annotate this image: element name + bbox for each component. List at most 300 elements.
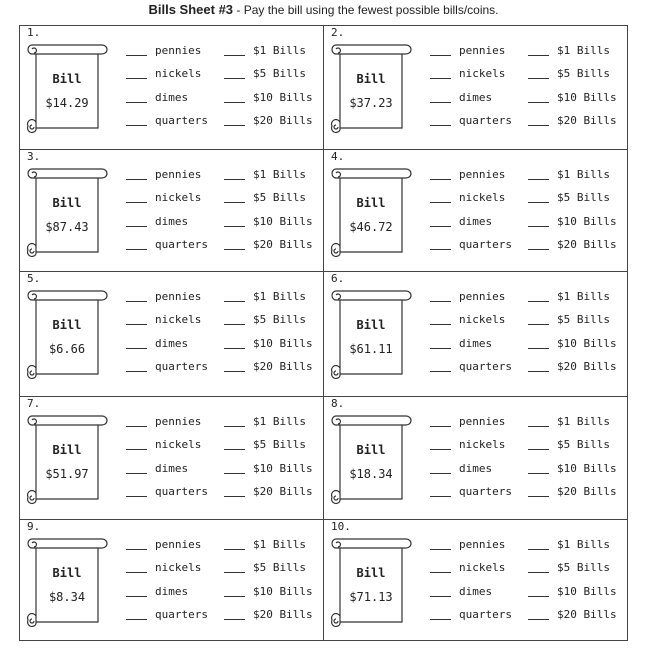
coin-label: dimes (155, 214, 189, 228)
bill-scroll-icon (328, 40, 416, 136)
answer-blank[interactable] (224, 416, 245, 427)
coin-label: pennies (155, 538, 202, 552)
bill-amount: $37.23 (349, 96, 393, 110)
answer-blank[interactable] (126, 169, 147, 180)
answer-blank[interactable] (126, 115, 147, 126)
answer-blank[interactable] (528, 192, 549, 203)
problem-cell (20, 519, 323, 641)
bill-row (224, 109, 313, 132)
coin-row (126, 457, 208, 480)
coin-row (126, 163, 208, 186)
bill-label: Bill (52, 443, 82, 457)
answer-blank[interactable] (528, 115, 549, 126)
bill-row (528, 285, 617, 308)
coin-row (430, 285, 512, 308)
bill-denomination-label: $5 Bills (253, 438, 306, 452)
answer-blank[interactable] (528, 239, 549, 250)
coin-column (126, 285, 208, 378)
answer-blank[interactable] (126, 216, 147, 227)
bill-label: Bill (52, 566, 82, 580)
bill-row (528, 86, 617, 109)
coin-label: dimes (459, 461, 493, 475)
problem-number: 2. (331, 26, 345, 39)
answer-blank[interactable] (430, 45, 451, 56)
bill-denomination-label: $20 Bills (557, 360, 617, 374)
bill-label: Bill (356, 318, 386, 332)
coin-row (430, 163, 512, 186)
answer-blank[interactable] (430, 291, 451, 302)
coin-row (126, 39, 208, 62)
answer-blank[interactable] (224, 338, 245, 349)
coin-row (126, 62, 208, 85)
bill-row (528, 308, 617, 331)
answer-blank[interactable] (126, 192, 147, 203)
coin-row (430, 580, 512, 603)
coin-row (430, 480, 512, 503)
answer-blank[interactable] (126, 416, 147, 427)
answer-blank[interactable] (224, 586, 245, 597)
bill-row (224, 332, 313, 355)
coin-row (126, 285, 208, 308)
answer-blank[interactable] (430, 439, 451, 450)
coin-label: quarters (459, 608, 512, 622)
coin-row (126, 580, 208, 603)
coin-row (430, 556, 512, 579)
bill-denomination-label: $20 Bills (253, 360, 313, 374)
bill-denomination-label: $10 Bills (557, 336, 617, 350)
bill-amount: $61.11 (349, 342, 393, 356)
answer-blank[interactable] (430, 562, 451, 573)
answer-blank[interactable] (528, 216, 549, 227)
coin-row (430, 62, 512, 85)
problem-number: 8. (331, 397, 345, 410)
bill-column (528, 533, 617, 626)
answer-blank[interactable] (126, 361, 147, 372)
answer-blank[interactable] (430, 92, 451, 103)
problem-number: 7. (27, 397, 41, 410)
bill-scroll-icon (328, 164, 416, 260)
coin-label: dimes (459, 336, 493, 350)
bill-amount: $71.13 (349, 590, 393, 604)
bill-label: Bill (356, 443, 386, 457)
bill-row (224, 62, 313, 85)
bill-row (224, 210, 313, 233)
answer-blank[interactable] (126, 463, 147, 474)
bill-column (224, 533, 313, 626)
bill-row (224, 355, 313, 378)
coin-row (126, 533, 208, 556)
bill-amount: $87.43 (45, 220, 89, 234)
bill-scroll-icon (328, 411, 416, 507)
answer-blank[interactable] (224, 314, 245, 325)
bill-row (528, 332, 617, 355)
coin-column (126, 533, 208, 626)
coin-label: pennies (155, 168, 202, 182)
coin-label: nickels (459, 438, 506, 452)
coin-column (126, 163, 208, 256)
answer-blank[interactable] (430, 463, 451, 474)
problem-number: 6. (331, 272, 345, 285)
coin-row (430, 308, 512, 331)
bill-denomination-label: $20 Bills (253, 485, 313, 499)
bill-denomination-label: $10 Bills (557, 90, 617, 104)
coin-column (430, 410, 512, 503)
bill-row (224, 556, 313, 579)
answer-blank[interactable] (430, 609, 451, 620)
coin-row (430, 410, 512, 433)
coin-label: dimes (459, 214, 493, 228)
bill-column (224, 163, 313, 256)
answer-blank[interactable] (224, 216, 245, 227)
bill-amount: $46.72 (349, 220, 393, 234)
coin-label: quarters (459, 238, 512, 252)
bill-row (224, 533, 313, 556)
answer-blank[interactable] (528, 416, 549, 427)
answer-blank[interactable] (528, 45, 549, 56)
bill-row (528, 410, 617, 433)
answer-blank[interactable] (126, 239, 147, 250)
bill-row (224, 433, 313, 456)
bill-scroll-icon (328, 286, 416, 382)
coin-label: dimes (459, 90, 493, 104)
coin-label: dimes (155, 461, 189, 475)
answer-blank[interactable] (126, 562, 147, 573)
problem-cell (323, 396, 627, 519)
instructions: - Pay the bill using the fewest possible bills/coins. (236, 3, 499, 17)
coin-row (430, 457, 512, 480)
problem-number: 9. (27, 520, 41, 533)
bill-row (224, 457, 313, 480)
answer-blank[interactable] (528, 463, 549, 474)
problem-cell (20, 396, 323, 519)
bill-column (528, 285, 617, 378)
answer-blank[interactable] (126, 314, 147, 325)
bill-denomination-label: $1 Bills (253, 168, 306, 182)
coin-label: quarters (155, 485, 208, 499)
answer-blank[interactable] (126, 486, 147, 497)
bill-row (528, 355, 617, 378)
coin-label: nickels (155, 67, 202, 81)
coin-label: nickels (155, 561, 202, 575)
bill-denomination-label: $20 Bills (557, 485, 617, 499)
bill-denomination-label: $5 Bills (253, 313, 306, 327)
coin-label: nickels (459, 191, 506, 205)
answer-blank[interactable] (528, 439, 549, 450)
bill-denomination-label: $10 Bills (253, 90, 313, 104)
bill-row (224, 580, 313, 603)
coin-label: pennies (459, 290, 506, 304)
answer-blank[interactable] (224, 609, 245, 620)
answer-blank[interactable] (224, 291, 245, 302)
answer-blank[interactable] (224, 463, 245, 474)
bill-denomination-label: $20 Bills (253, 114, 313, 128)
coin-row (430, 186, 512, 209)
answer-blank[interactable] (224, 45, 245, 56)
bill-row (528, 163, 617, 186)
bill-row (224, 233, 313, 256)
sheet-name: Bills Sheet #3 (148, 2, 234, 17)
bill-denomination-label: $5 Bills (557, 313, 610, 327)
bill-column (528, 410, 617, 503)
problem-cell (20, 149, 323, 271)
bill-label: Bill (356, 566, 386, 580)
answer-blank[interactable] (430, 361, 451, 372)
coin-label: nickels (459, 67, 506, 81)
answer-blank[interactable] (126, 609, 147, 620)
coin-label: pennies (459, 44, 506, 58)
bill-row (528, 433, 617, 456)
coin-label: pennies (459, 415, 506, 429)
answer-blank[interactable] (224, 239, 245, 250)
bill-row (224, 163, 313, 186)
bill-row (224, 603, 313, 626)
problem-number: 5. (27, 272, 41, 285)
problem-cell (20, 26, 323, 149)
bill-denomination-label: $1 Bills (557, 538, 610, 552)
answer-blank[interactable] (430, 169, 451, 180)
problem-cell (323, 271, 627, 396)
bill-denomination-label: $1 Bills (253, 538, 306, 552)
answer-blank[interactable] (224, 68, 245, 79)
bill-denomination-label: $10 Bills (557, 584, 617, 598)
answer-blank[interactable] (126, 92, 147, 103)
bill-amount: $8.34 (48, 590, 86, 604)
answer-blank[interactable] (430, 416, 451, 427)
coin-label: pennies (155, 44, 202, 58)
coin-row (126, 332, 208, 355)
worksheet-title (0, 2, 647, 17)
bill-row (528, 62, 617, 85)
coin-row (430, 332, 512, 355)
answer-blank[interactable] (430, 539, 451, 550)
bill-amount: $6.66 (48, 342, 86, 356)
bill-denomination-label: $20 Bills (253, 238, 313, 252)
bill-row (224, 39, 313, 62)
coin-label: dimes (155, 336, 189, 350)
answer-blank[interactable] (430, 486, 451, 497)
answer-blank[interactable] (224, 486, 245, 497)
answer-blank[interactable] (126, 338, 147, 349)
coin-label: dimes (155, 90, 189, 104)
coin-label: quarters (155, 608, 208, 622)
answer-blank[interactable] (126, 586, 147, 597)
coin-label: dimes (459, 584, 493, 598)
coin-column (430, 533, 512, 626)
coin-label: quarters (155, 238, 208, 252)
problem-cell (20, 271, 323, 396)
answer-blank[interactable] (528, 338, 549, 349)
coin-label: quarters (459, 114, 512, 128)
bill-row (224, 480, 313, 503)
coin-row (430, 603, 512, 626)
coin-row (126, 556, 208, 579)
answer-blank[interactable] (430, 216, 451, 227)
bill-column (528, 163, 617, 256)
bill-denomination-label: $20 Bills (557, 238, 617, 252)
answer-blank[interactable] (430, 115, 451, 126)
bill-scroll-icon (24, 40, 112, 136)
answer-blank[interactable] (528, 609, 549, 620)
answer-blank[interactable] (126, 68, 147, 79)
bill-column (224, 410, 313, 503)
answer-blank[interactable] (528, 291, 549, 302)
answer-blank[interactable] (126, 539, 147, 550)
bill-denomination-label: $20 Bills (253, 608, 313, 622)
answer-blank[interactable] (528, 586, 549, 597)
answer-blank[interactable] (430, 586, 451, 597)
bill-row (528, 210, 617, 233)
coin-row (126, 210, 208, 233)
coin-row (126, 480, 208, 503)
coin-label: pennies (459, 168, 506, 182)
bill-denomination-label: $10 Bills (253, 336, 313, 350)
bill-row (528, 186, 617, 209)
answer-blank[interactable] (528, 361, 549, 372)
coin-label: nickels (155, 191, 202, 205)
bill-row (528, 603, 617, 626)
bill-denomination-label: $10 Bills (557, 461, 617, 475)
answer-blank[interactable] (224, 92, 245, 103)
answer-blank[interactable] (528, 539, 549, 550)
answer-blank[interactable] (430, 192, 451, 203)
coin-label: quarters (459, 485, 512, 499)
answer-blank[interactable] (224, 439, 245, 450)
coin-row (126, 109, 208, 132)
problem-grid (19, 25, 628, 641)
bill-row (528, 533, 617, 556)
problem-cell (323, 519, 627, 641)
bill-denomination-label: $5 Bills (253, 67, 306, 81)
coin-row (430, 109, 512, 132)
coin-label: quarters (155, 360, 208, 374)
coin-row (430, 355, 512, 378)
coin-row (430, 433, 512, 456)
bill-denomination-label: $10 Bills (557, 214, 617, 228)
bill-amount: $14.29 (45, 96, 89, 110)
coin-label: pennies (155, 290, 202, 304)
bill-row (224, 285, 313, 308)
bill-row (528, 556, 617, 579)
coin-row (126, 308, 208, 331)
answer-blank[interactable] (126, 439, 147, 450)
answer-blank[interactable] (126, 291, 147, 302)
bill-denomination-label: $1 Bills (253, 415, 306, 429)
bill-denomination-label: $5 Bills (253, 191, 306, 205)
bill-row (224, 410, 313, 433)
coin-row (126, 86, 208, 109)
answer-blank[interactable] (126, 45, 147, 56)
coin-row (430, 39, 512, 62)
bill-denomination-label: $20 Bills (557, 608, 617, 622)
answer-blank[interactable] (224, 539, 245, 550)
coin-column (126, 39, 208, 132)
coin-label: nickels (155, 313, 202, 327)
coin-label: pennies (155, 415, 202, 429)
bill-row (224, 86, 313, 109)
bill-row (528, 233, 617, 256)
coin-row (126, 433, 208, 456)
bill-denomination-label: $10 Bills (253, 461, 313, 475)
coin-row (126, 410, 208, 433)
bill-label: Bill (52, 72, 82, 86)
bill-row (528, 109, 617, 132)
bill-scroll-icon (24, 164, 112, 260)
coin-row (430, 86, 512, 109)
answer-blank[interactable] (224, 192, 245, 203)
bill-denomination-label: $10 Bills (253, 584, 313, 598)
bill-denomination-label: $10 Bills (253, 214, 313, 228)
bill-denomination-label: $1 Bills (557, 44, 610, 58)
answer-blank[interactable] (430, 338, 451, 349)
answer-blank[interactable] (224, 361, 245, 372)
answer-blank[interactable] (528, 92, 549, 103)
coin-row (126, 233, 208, 256)
answer-blank[interactable] (528, 68, 549, 79)
bill-scroll-icon (328, 534, 416, 630)
coin-row (126, 603, 208, 626)
bill-denomination-label: $1 Bills (557, 415, 610, 429)
coin-column (430, 285, 512, 378)
problem-number: 10. (331, 520, 351, 533)
bill-row (528, 580, 617, 603)
coin-column (430, 39, 512, 132)
answer-blank[interactable] (430, 68, 451, 79)
answer-blank[interactable] (224, 169, 245, 180)
bill-amount: $51.97 (45, 467, 89, 481)
answer-blank[interactable] (528, 562, 549, 573)
coin-label: quarters (459, 360, 512, 374)
bill-scroll-icon (24, 286, 112, 382)
bill-denomination-label: $1 Bills (253, 44, 306, 58)
problem-cell (323, 26, 627, 149)
answer-blank[interactable] (528, 486, 549, 497)
answer-blank[interactable] (224, 115, 245, 126)
answer-blank[interactable] (430, 239, 451, 250)
bill-denomination-label: $1 Bills (557, 290, 610, 304)
bill-denomination-label: $5 Bills (557, 191, 610, 205)
bill-denomination-label: $5 Bills (557, 67, 610, 81)
bill-denomination-label: $20 Bills (557, 114, 617, 128)
coin-label: nickels (459, 561, 506, 575)
coin-label: pennies (459, 538, 506, 552)
bill-label: Bill (52, 318, 82, 332)
bill-label: Bill (52, 196, 82, 210)
coin-row (430, 210, 512, 233)
bill-scroll-icon (24, 411, 112, 507)
coin-row (430, 233, 512, 256)
bill-scroll-icon (24, 534, 112, 630)
problem-number: 1. (27, 26, 41, 39)
coin-label: quarters (155, 114, 208, 128)
bill-column (224, 285, 313, 378)
answer-blank[interactable] (528, 314, 549, 325)
bill-denomination-label: $5 Bills (557, 561, 610, 575)
coin-column (430, 163, 512, 256)
answer-blank[interactable] (430, 314, 451, 325)
bill-denomination-label: $1 Bills (253, 290, 306, 304)
bill-denomination-label: $1 Bills (557, 168, 610, 182)
bill-row (528, 480, 617, 503)
bill-column (528, 39, 617, 132)
answer-blank[interactable] (224, 562, 245, 573)
answer-blank[interactable] (528, 169, 549, 180)
bill-column (224, 39, 313, 132)
bill-denomination-label: $5 Bills (557, 438, 610, 452)
bill-row (224, 308, 313, 331)
coin-row (430, 533, 512, 556)
bill-row (528, 39, 617, 62)
coin-label: nickels (459, 313, 506, 327)
